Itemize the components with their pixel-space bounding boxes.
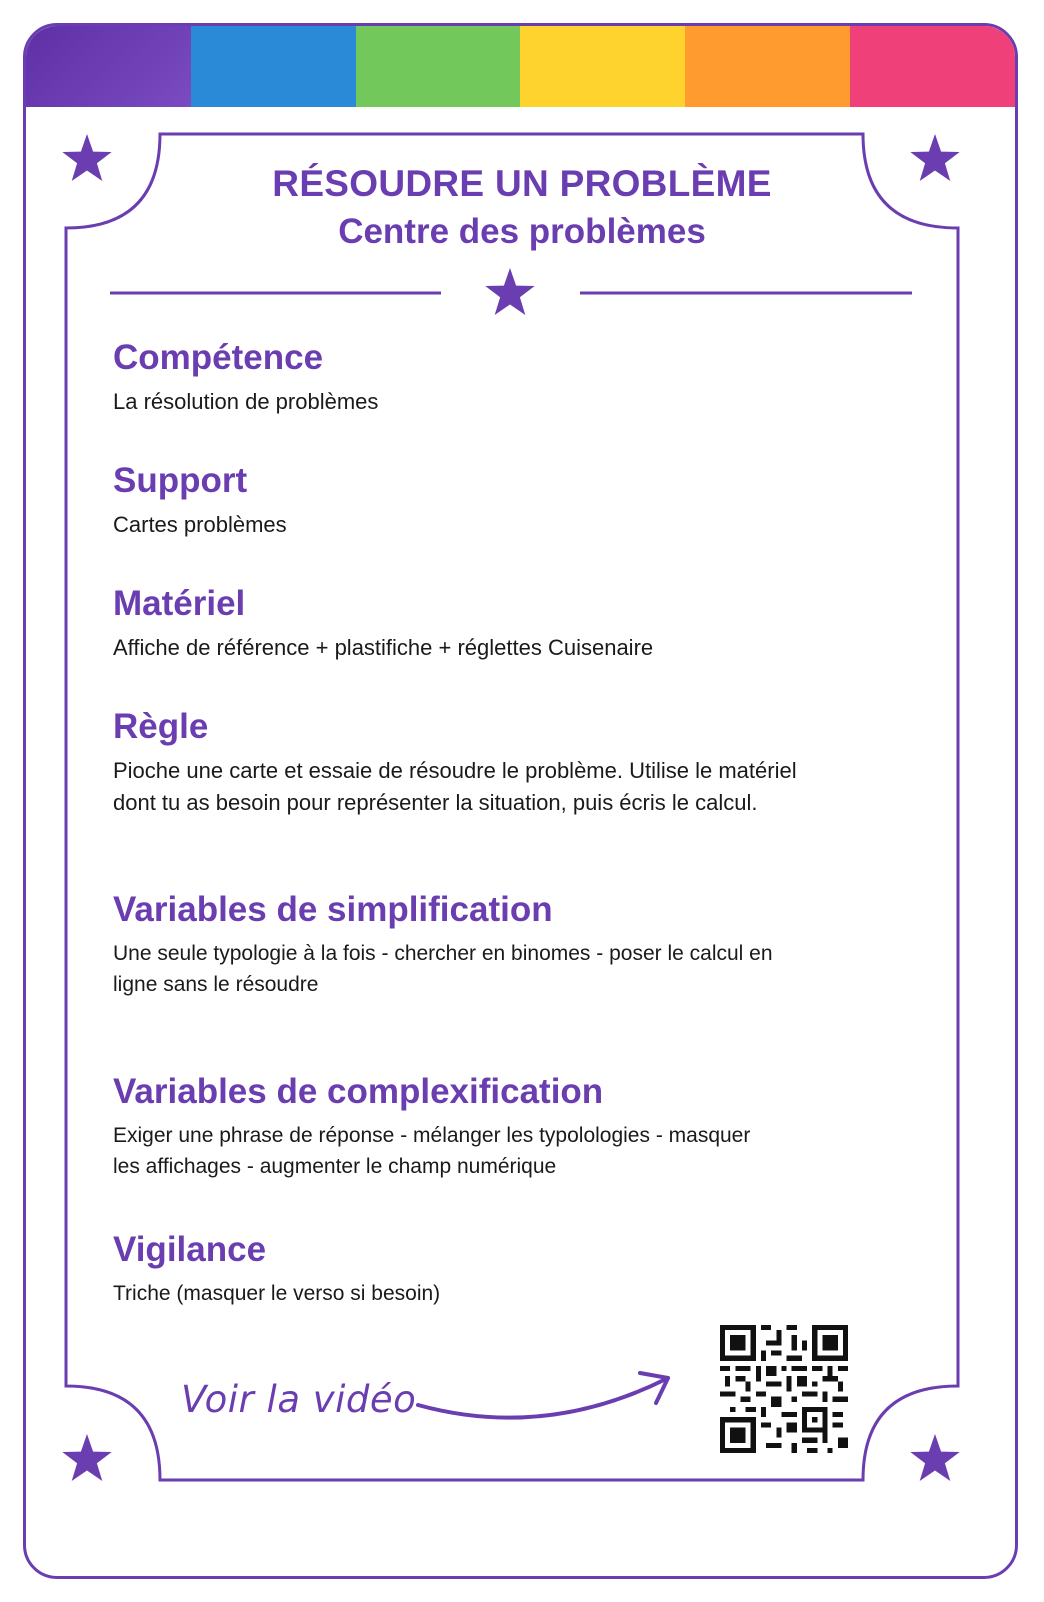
section-vigilance <box>113 1230 833 1309</box>
section-support <box>113 461 833 541</box>
section-regle <box>113 707 803 819</box>
curved-arrow-icon <box>418 1373 668 1418</box>
video-link-label[interactable]: Voir la vidéo <box>181 1378 417 1421</box>
section-text: Cartes problèmes <box>113 512 287 537</box>
section-variables-complexification <box>113 1072 753 1182</box>
section-competence <box>113 338 833 418</box>
star-icon-bottom-right <box>910 1434 959 1481</box>
section-heading: Variables de complexification <box>113 1072 604 1111</box>
section-heading: Matériel <box>113 584 246 623</box>
section-heading: Variables de simplification <box>113 890 553 929</box>
star-icon-bottom-left <box>62 1434 111 1481</box>
section-heading: Vigilance <box>113 1230 267 1269</box>
section-heading: Règle <box>113 707 209 746</box>
qr-code-icon[interactable] <box>720 1325 848 1453</box>
section-text: Affiche de référence + plastifiche + réglettes Cuisenaire <box>113 635 654 660</box>
section-text: Exiger une phrase de réponse - mélanger les typolologies - masquer les affichages - augmenter le champ numérique <box>113 1124 751 1178</box>
section-text: Pioche une carte et essaie de résoudre le problème. Utilise le matériel dont tu as besoin pour représenter la situation, puis écris le calcul. <box>113 758 797 815</box>
section-variables-simplification <box>113 890 773 1000</box>
divider-star-icon <box>485 268 534 315</box>
section-heading: Support <box>113 461 248 500</box>
section-materiel <box>113 584 833 664</box>
card-subtitle: Centre des problèmes <box>338 212 706 251</box>
section-text: Triche (masquer le verso si besoin) <box>113 1282 441 1305</box>
section-heading: Compétence <box>113 338 324 377</box>
section-text: Une seule typologie à la fois - chercher en binomes - poser le calcul en ligne sans le résoudre <box>113 942 773 996</box>
card-title: RÉSOUDRE UN PROBLÈME <box>272 163 772 204</box>
section-text: La résolution de problèmes <box>113 389 379 414</box>
